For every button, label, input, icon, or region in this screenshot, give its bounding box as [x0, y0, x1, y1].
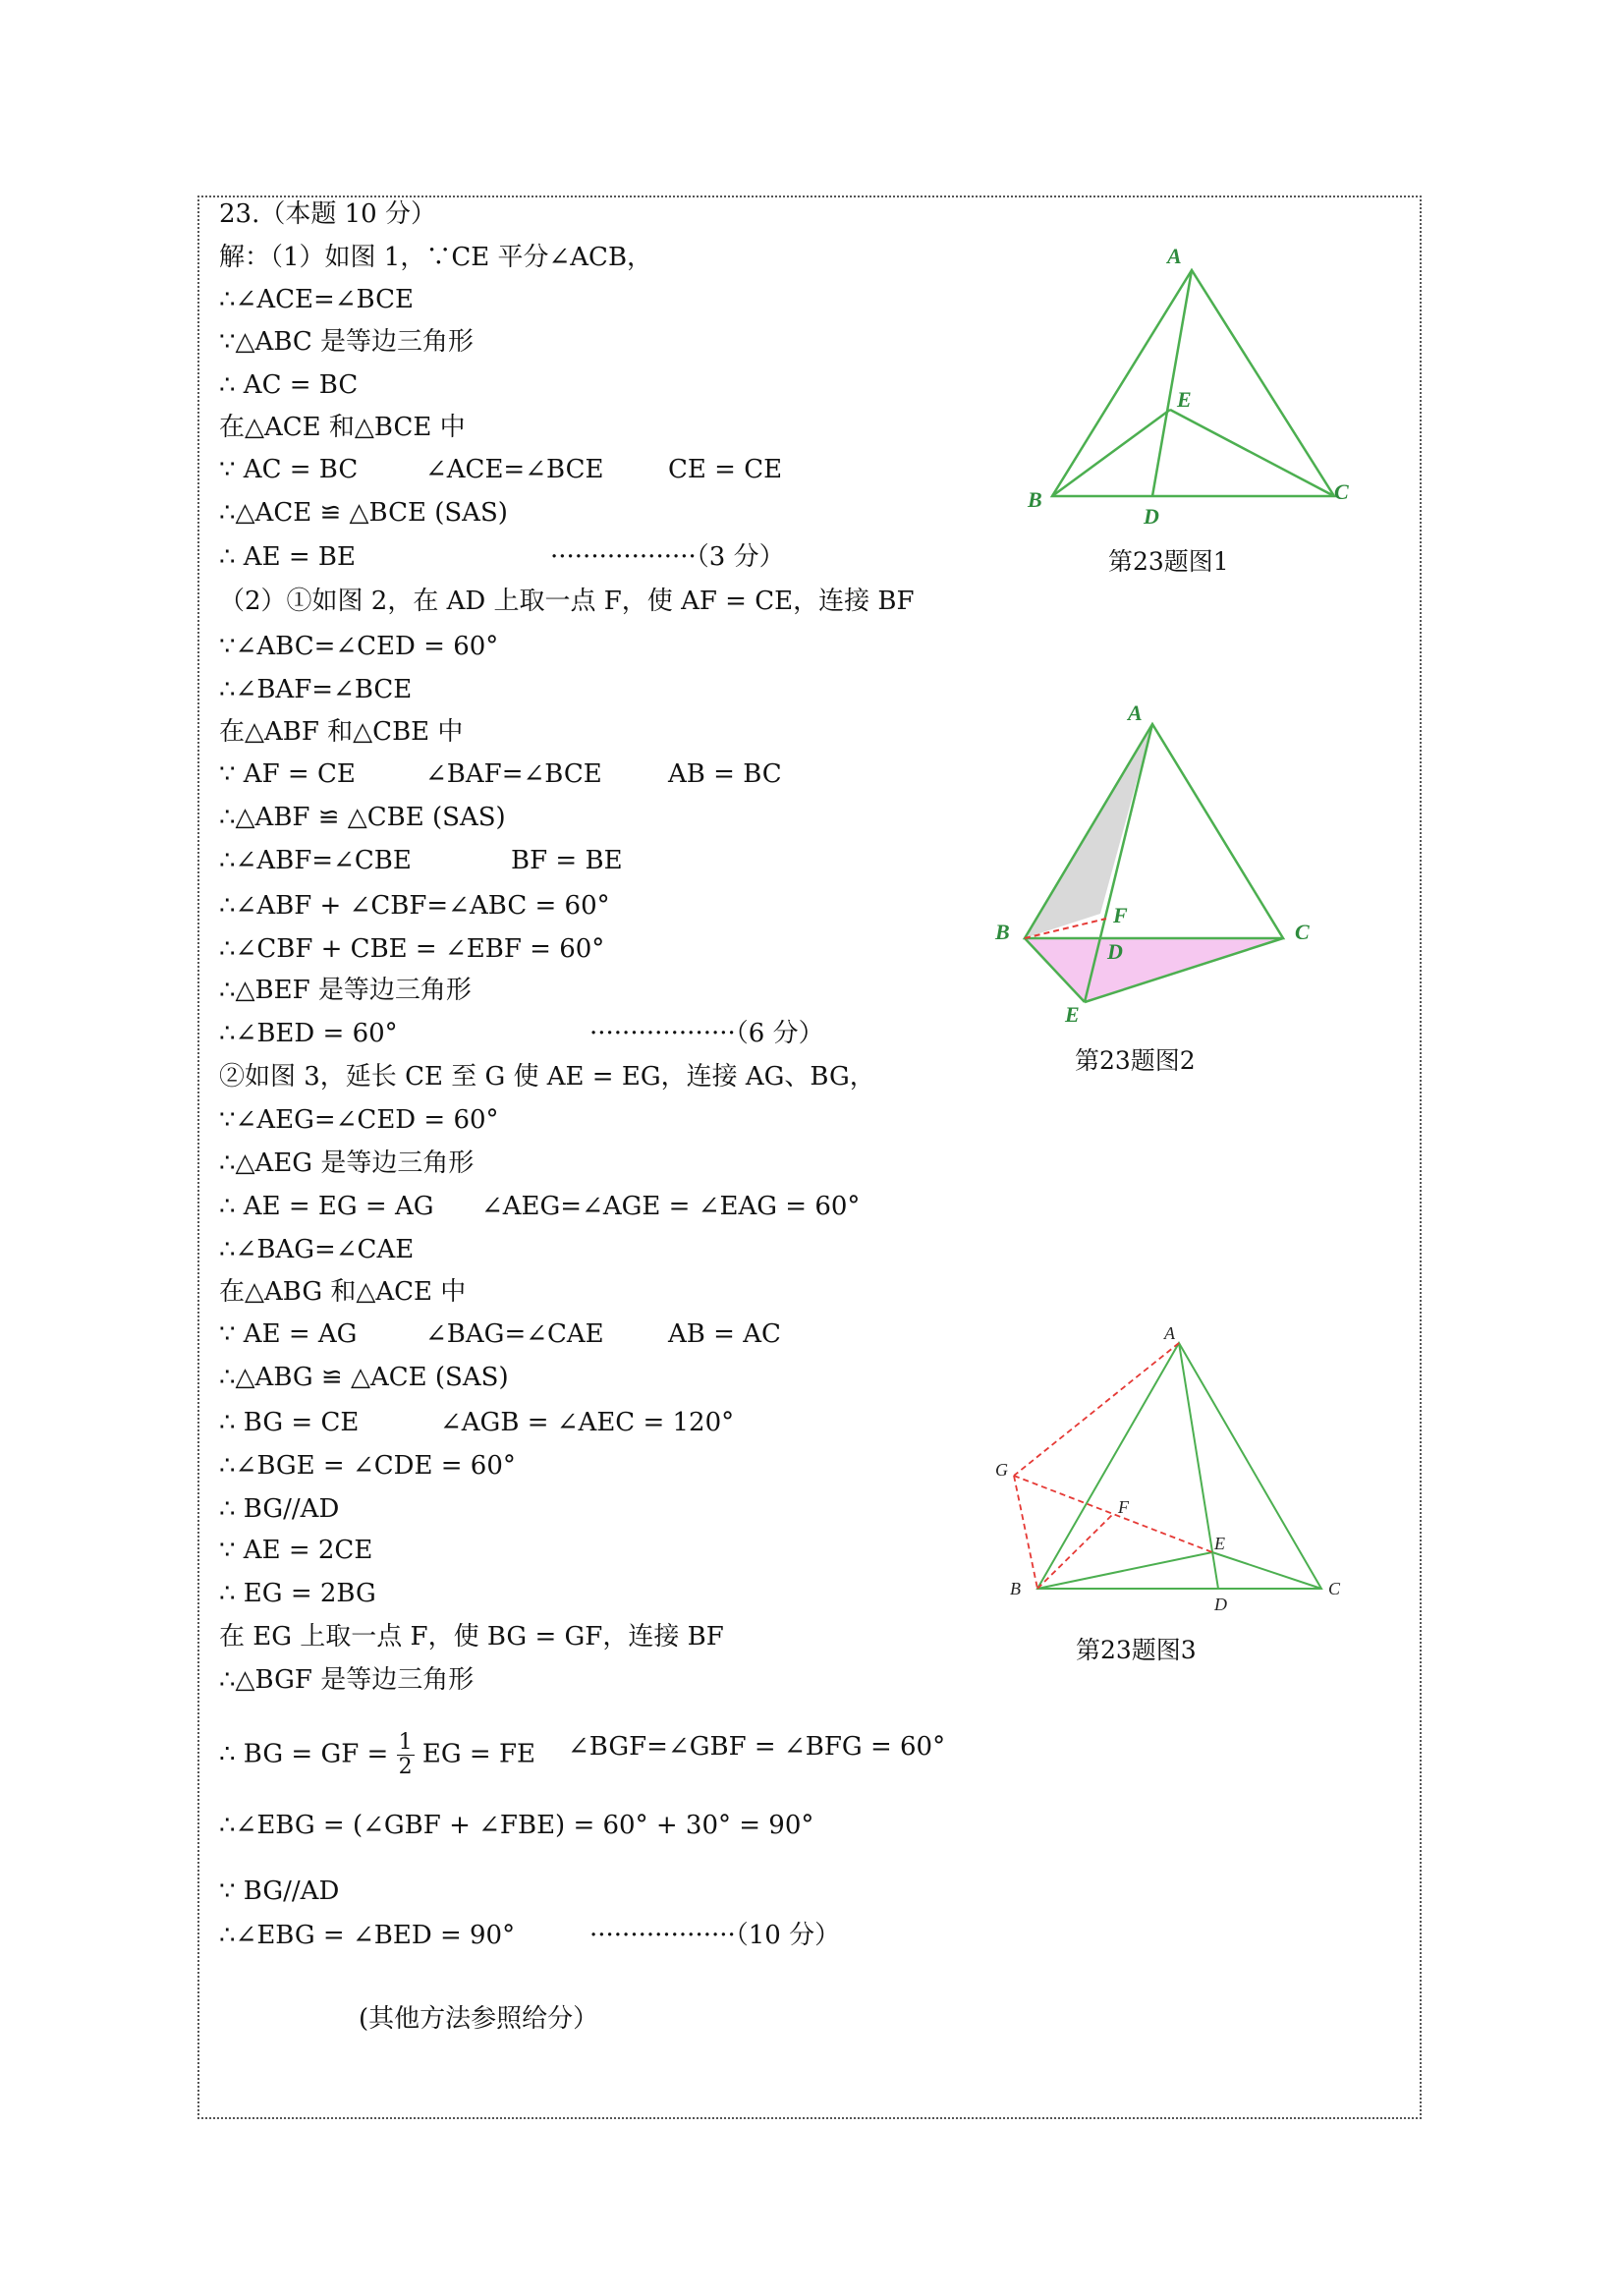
line-text: 在△ABF 和△CBE 中: [219, 717, 464, 747]
fig3-dashed-gb: [1014, 1476, 1037, 1589]
line-column-c2: ∠ACE=∠BCE: [425, 455, 604, 484]
fig2-label-e: E: [1065, 1002, 1080, 1027]
line-column-c2: BF = BE: [511, 846, 623, 875]
fig2-label-a: A: [1128, 700, 1143, 725]
fig3-label-a: A: [1164, 1323, 1175, 1343]
line-text: ∴∠BAF=∠BCE: [219, 675, 413, 704]
fraction-half: [397, 1731, 415, 1779]
line-column-c2: ··················（6 分）: [589, 1019, 824, 1048]
fig1-label-c: C: [1334, 479, 1349, 504]
fig3-line-ec: [1212, 1552, 1321, 1589]
fig1-label-a: A: [1167, 244, 1182, 268]
fig1-line-be: [1052, 410, 1170, 496]
fig1-caption: 第23题图1: [1108, 547, 1229, 576]
line-text: 在△ACE 和△BCE 中: [219, 413, 466, 442]
line-text: ∵ BG//AD: [219, 1876, 340, 1906]
line-text: ②如图 3，延长 CE 至 G 使 AE = EG，连接 AG、BG，: [219, 1062, 875, 1092]
line-text: ∴∠EBG = ∠BED = 90°: [219, 1921, 516, 1950]
fig2-label-f: F: [1113, 903, 1128, 927]
line-text: 23.（本题 10 分）: [219, 199, 436, 229]
line-text: ∵∠ABC=∠CED = 60°: [219, 632, 499, 661]
fig1-triangle-abc: [1052, 270, 1334, 496]
fraction-line-angles: ∠BGF=∠GBF = ∠BFG = 60°: [568, 1732, 946, 1762]
fraction-numerator: 1: [398, 1730, 413, 1755]
line-column-c2: ∠AEG=∠AGE = ∠EAG = 60°: [481, 1192, 861, 1221]
line-text: ∴ EG = 2BG: [219, 1579, 376, 1608]
fig3-label-c: C: [1328, 1579, 1341, 1598]
fig2-label-d: D: [1107, 939, 1123, 964]
line-column-c2: ··················（10 分）: [589, 1921, 841, 1950]
fig3-dashed-bf: [1037, 1514, 1113, 1589]
fig3-caption: 第23题图3: [1076, 1636, 1197, 1664]
line-text: 在△ABG 和△ACE 中: [219, 1277, 467, 1307]
line-text: ∴∠ABF + ∠CBF=∠ABC = 60°: [219, 891, 610, 921]
line-text: ∵ AE = 2CE: [219, 1536, 373, 1565]
line-text: ∴∠BAG=∠CAE: [219, 1235, 415, 1264]
fig3-line-be: [1037, 1552, 1212, 1589]
line-column-c2: ∠BAF=∠BCE: [425, 759, 602, 789]
line-text: 解：（1）如图 1，∵CE 平分∠ACB，: [219, 243, 653, 272]
fig2-shaded-bce: [1025, 938, 1283, 1002]
line-text: ∴∠BED = 60°: [219, 1019, 398, 1048]
line-text: ∴△BEF 是等边三角形: [219, 976, 472, 1005]
fig1-label-d: D: [1144, 504, 1159, 529]
fig3-label-e: E: [1214, 1534, 1225, 1553]
fig2-label-b: B: [995, 920, 1010, 944]
line-text: ∴△ABG ≌ △ACE (SAS): [219, 1363, 509, 1392]
line-text: ∴∠ABF=∠CBE: [219, 846, 412, 875]
fig3-label-d: D: [1214, 1595, 1227, 1614]
fig3-triangle-abc: [1037, 1343, 1321, 1589]
line-column-c2: ∠AGB = ∠AEC = 120°: [440, 1408, 735, 1437]
line-text: （2）①如图 2，在 AD 上取一点 F，使 AF = CE，连接 BF: [219, 587, 915, 616]
line-text: ∴ AC = BC: [219, 370, 359, 400]
line-text: ∵△ABC 是等边三角形: [219, 327, 475, 357]
line-text: (其他方法参照给分）: [359, 2004, 599, 2034]
fig3-label-b: B: [1010, 1579, 1021, 1598]
line-text: ∴ BG = CE: [219, 1408, 360, 1437]
line-column-c2: ∠BAG=∠CAE: [425, 1319, 604, 1349]
line-text: ∴∠EBG = (∠GBF + ∠FBE) = 60° + 30° = 90°: [219, 1811, 814, 1840]
fraction-line-pre: ∴ BG = GF =: [219, 1739, 389, 1769]
line-text: ∴∠BGE = ∠CDE = 60°: [219, 1451, 516, 1481]
line-text: ∵ AE = AG: [219, 1319, 358, 1349]
fig3-label-g: G: [995, 1460, 1008, 1480]
line-text: ∴△ACE ≌ △BCE (SAS): [219, 498, 508, 528]
fig1-label-b: B: [1028, 487, 1042, 512]
fig3-dashed-ag: [1014, 1343, 1179, 1476]
line-column-c3: AB = AC: [668, 1319, 781, 1349]
line-text: ∴ AE = EG = AG: [219, 1192, 434, 1221]
line-text: ∵ AC = BC: [219, 455, 359, 484]
fig2-caption: 第23题图2: [1075, 1046, 1196, 1075]
line-text: 在 EG 上取一点 F，使 BG = GF，连接 BF: [219, 1622, 724, 1652]
line-text: ∵ AF = CE: [219, 759, 356, 789]
line-text: ∴△ABF ≌ △CBE (SAS): [219, 803, 506, 832]
fig3-dashed-ge: [1014, 1476, 1212, 1552]
fig3-line-ad: [1179, 1343, 1218, 1589]
line-column-c3: AB = BC: [668, 759, 782, 789]
line-column-c3: CE = CE: [668, 455, 783, 484]
fig1-line-ec: [1170, 410, 1334, 496]
fraction-line: [219, 1730, 946, 1779]
fraction-denominator: 2: [398, 1755, 413, 1779]
line-text: ∵∠AEG=∠CED = 60°: [219, 1105, 499, 1135]
line-text: ∴△AEG 是等边三角形: [219, 1148, 475, 1178]
fig3-label-f: F: [1118, 1497, 1129, 1517]
line-text: ∴△BGF 是等边三角形: [219, 1665, 475, 1695]
line-text: ∴ BG//AD: [219, 1494, 340, 1524]
line-text: ∴∠ACE=∠BCE: [219, 285, 415, 314]
fig1-label-e: E: [1177, 387, 1192, 412]
fraction-line-post: EG = FE: [421, 1739, 535, 1769]
fig2-label-c: C: [1295, 920, 1310, 944]
line-column-c2: ··················（3 分）: [550, 542, 785, 572]
line-text: ∴∠CBF + CBE = ∠EBF = 60°: [219, 934, 605, 964]
line-text: ∴ AE = BE: [219, 542, 356, 572]
